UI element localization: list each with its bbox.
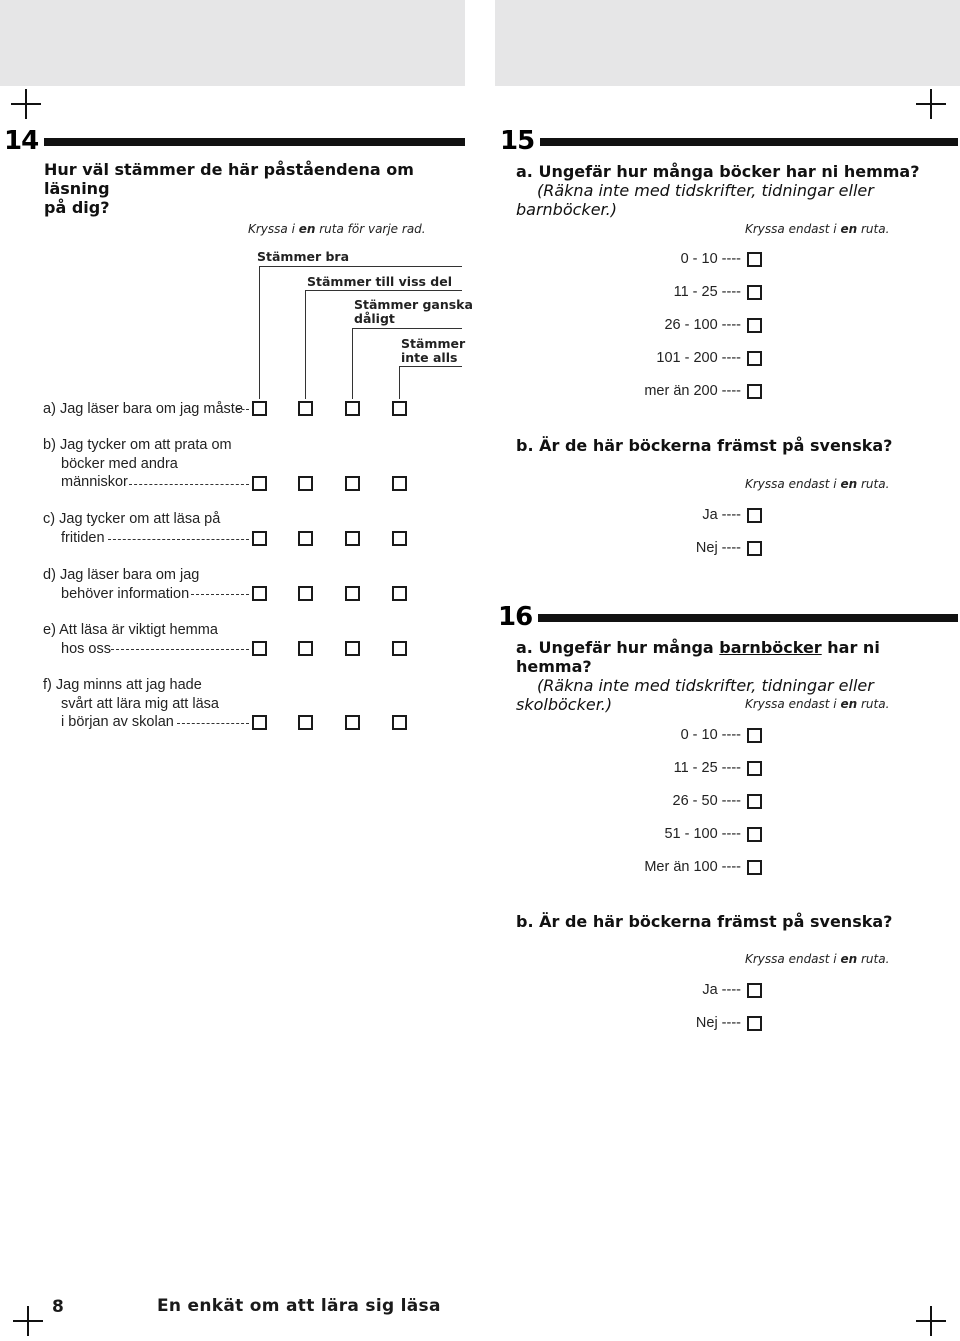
checkbox-d-stammer-bra[interactable] [252, 586, 267, 601]
leader-dashes: ---- [721, 540, 741, 556]
option-16b-ja [702, 982, 762, 998]
instruction-emphasis: en [840, 952, 858, 966]
option-16a-5 [644, 859, 762, 875]
checkbox-d-till-viss-del[interactable] [298, 586, 313, 601]
checkbox-15b-nej[interactable] [747, 541, 762, 556]
row-line: Jag tycker om att prata om [59, 437, 232, 453]
option-label: 11 - 25 [673, 760, 718, 776]
leader-dots [129, 484, 249, 485]
column-header-3-line2: dåligt [354, 311, 395, 326]
row-line: Att läsa är viktigt hemma [59, 622, 218, 638]
leader-dots [111, 649, 249, 650]
leader-dashes: ---- [721, 859, 741, 875]
row-letter: e) [43, 622, 56, 638]
option-label: 51 - 100 [664, 826, 718, 842]
option-label: 0 - 10 [680, 251, 718, 267]
question-16b-title [516, 912, 892, 931]
checkbox-c-inte-alls[interactable] [392, 531, 407, 546]
leader-dashes: ---- [721, 727, 741, 743]
option-15b-ja [702, 507, 762, 523]
question-16-rule [538, 614, 958, 622]
leader-dots [237, 409, 249, 410]
checkbox-15a-mer-an-200[interactable] [747, 384, 762, 399]
option-16a-1 [681, 727, 762, 743]
instruction-text: Kryssa endast i [745, 222, 841, 236]
option-15a-5 [644, 383, 762, 399]
option-label: Nej [695, 1015, 718, 1031]
leader-dots [108, 539, 249, 540]
leader-dashes: ---- [721, 383, 741, 399]
option-15b-nej [696, 540, 762, 556]
question-14-instruction [248, 222, 426, 236]
option-15a-4 [656, 350, 762, 366]
row-line: behöver information [61, 585, 190, 602]
checkbox-16a-51-100[interactable] [747, 827, 762, 842]
checkbox-a-stammer-bra[interactable] [252, 401, 267, 416]
question-14-title-line1: Hur väl stämmer de här påståendena om läsning [44, 160, 414, 198]
row-line: svårt att lära mig att läsa [61, 695, 219, 712]
question-15b-instruction [745, 477, 889, 491]
option-16a-2 [674, 760, 762, 776]
instruction-text-end: ruta. [857, 222, 890, 236]
option-15a-3 [664, 317, 762, 333]
question-15-number: 15 [500, 126, 535, 156]
checkbox-16a-26-50[interactable] [747, 794, 762, 809]
question-16b-instruction [745, 952, 889, 966]
question-16a-instruction [745, 697, 889, 711]
checkbox-a-ganska-daligt[interactable] [345, 401, 360, 416]
page-number: 8 [52, 1297, 64, 1317]
row-line: människor [61, 474, 128, 490]
column-header-3-line1: Stämmer ganska [354, 297, 473, 312]
checkbox-16a-0-10[interactable] [747, 728, 762, 743]
checkbox-15a-11-25[interactable] [747, 285, 762, 300]
leader-dashes: ---- [721, 284, 741, 300]
question-14-title-line2: på dig? [44, 198, 110, 217]
checkbox-a-inte-alls[interactable] [392, 401, 407, 416]
option-label: Ja [702, 507, 718, 523]
instruction-emphasis: en [840, 697, 858, 711]
row-line: Jag minns att jag hade [55, 677, 202, 693]
checkbox-d-ganska-daligt[interactable] [345, 586, 360, 601]
row-line: Jag tycker om att läsa på [59, 511, 221, 527]
row-line: Jag läser bara om jag [59, 567, 200, 583]
question-14-number: 14 [4, 126, 39, 156]
statement-row-e-label [43, 621, 218, 658]
statement-row-a-label [43, 400, 243, 419]
question-16a-title [516, 638, 956, 714]
instruction-emphasis: en [298, 222, 316, 236]
instruction-emphasis: en [840, 222, 858, 236]
row-letter: b) [43, 437, 56, 453]
checkbox-15a-101-200[interactable] [747, 351, 762, 366]
instruction-text-end: ruta. [857, 952, 890, 966]
checkbox-c-ganska-daligt[interactable] [345, 531, 360, 546]
registration-mark-top-left [11, 89, 41, 119]
option-label: 11 - 25 [673, 284, 718, 300]
question-16a-note: (Räkna inte med tidskrifter, tidningar eller skolböcker.) [516, 676, 874, 714]
option-label: Mer än 100 [644, 859, 718, 875]
row-line: böcker med andra [61, 455, 178, 472]
leader-dashes: ---- [721, 793, 741, 809]
leader-dashes: ---- [721, 760, 741, 776]
checkbox-e-till-viss-del[interactable] [298, 641, 313, 656]
question-15b-text: b. Är de här böckerna främst på svenska? [516, 436, 893, 455]
checkbox-f-inte-alls[interactable] [392, 715, 407, 730]
question-15a-title [516, 162, 956, 219]
question-15a-text: a. Ungefär hur många böcker har ni hemma? [516, 162, 920, 181]
checkbox-b-inte-alls[interactable] [392, 476, 407, 491]
instruction-text: Kryssa endast i [745, 477, 841, 491]
leader-dots [191, 594, 249, 595]
leader-dashes: ---- [721, 826, 741, 842]
row-line: hos oss [61, 640, 111, 657]
option-label: 0 - 10 [680, 727, 718, 743]
option-label: Ja [702, 982, 718, 998]
question-16b-text: b. Är de här böckerna främst på svenska? [516, 912, 893, 931]
leader-dashes: ---- [721, 982, 741, 998]
question-16a-underlined: barnböcker [719, 638, 822, 657]
checkbox-16a-11-25[interactable] [747, 761, 762, 776]
option-label: 26 - 50 [672, 793, 718, 809]
leader-dashes: ---- [721, 251, 741, 267]
instruction-text-end: ruta. [857, 697, 890, 711]
column-header-till-viss-del: Stämmer till viss del [307, 274, 453, 289]
option-label: Nej [695, 540, 718, 556]
row-letter: d) [43, 567, 56, 583]
question-15a-instruction [745, 222, 889, 236]
leader-dashes: ---- [721, 350, 741, 366]
leader-dashes: ---- [721, 317, 741, 333]
checkbox-15b-ja[interactable] [747, 508, 762, 523]
checkbox-16a-mer-an-100[interactable] [747, 860, 762, 875]
instruction-text-end: ruta för varje rad. [315, 222, 426, 236]
column-header-stammer-bra: Stämmer bra [257, 249, 350, 264]
checkbox-e-stammer-bra[interactable] [252, 641, 267, 656]
question-16a-text: a. Ungefär hur många [516, 638, 720, 657]
row-line: Jag läser bara om jag måste [59, 401, 243, 417]
question-16a-text-end: har ni hemma? [516, 638, 880, 676]
question-16-number: 16 [498, 602, 533, 632]
question-15-rule [540, 138, 958, 146]
option-16a-3 [673, 793, 762, 809]
registration-mark-bottom-left [13, 1306, 43, 1336]
row-letter: c) [43, 511, 56, 527]
row-letter: f) [43, 677, 52, 693]
checkbox-b-stammer-bra[interactable] [252, 476, 267, 491]
checkbox-c-till-viss-del[interactable] [298, 531, 313, 546]
checkbox-16b-nej[interactable] [747, 1016, 762, 1031]
statement-row-c-label [43, 510, 220, 547]
statement-row-d-label [43, 566, 199, 603]
checkbox-15a-0-10[interactable] [747, 252, 762, 267]
leader-dots [177, 723, 249, 724]
option-label: 101 - 200 [656, 350, 718, 366]
checkbox-e-ganska-daligt[interactable] [345, 641, 360, 656]
checkbox-f-ganska-daligt[interactable] [345, 715, 360, 730]
question-15b-title [516, 436, 892, 455]
checkbox-b-ganska-daligt[interactable] [345, 476, 360, 491]
column-header-ganska-daligt [354, 298, 473, 326]
registration-mark-top-right [916, 89, 946, 119]
checkbox-a-till-viss-del[interactable] [298, 401, 313, 416]
checkbox-f-stammer-bra[interactable] [252, 715, 267, 730]
option-16a-4 [664, 826, 762, 842]
leader-dashes: ---- [721, 1015, 741, 1031]
checkbox-f-till-viss-del[interactable] [298, 715, 313, 730]
checkbox-d-inte-alls[interactable] [392, 586, 407, 601]
row-letter: a) [43, 401, 56, 417]
instruction-emphasis: en [840, 477, 858, 491]
question-14-title [44, 160, 464, 217]
option-16b-nej [696, 1015, 762, 1031]
checkbox-b-till-viss-del[interactable] [298, 476, 313, 491]
header-panel-right [495, 0, 960, 86]
column-bracket-4 [399, 366, 462, 399]
footer-title: En enkät om att lära sig läsa [157, 1296, 441, 1316]
column-header-4-line1: Stämmer [401, 336, 466, 351]
checkbox-e-inte-alls[interactable] [392, 641, 407, 656]
option-15a-1 [681, 251, 762, 267]
question-14-rule [44, 138, 465, 146]
registration-mark-bottom-right [916, 1306, 946, 1336]
option-15a-2 [674, 284, 762, 300]
option-label: 26 - 100 [664, 317, 718, 333]
column-header-inte-alls [401, 337, 465, 365]
checkbox-15a-26-100[interactable] [747, 318, 762, 333]
header-panel-left [0, 0, 465, 86]
instruction-text: Kryssa i [248, 222, 299, 236]
column-header-4-line2: inte alls [401, 350, 458, 365]
instruction-text-end: ruta. [857, 477, 890, 491]
question-15a-note: (Räkna inte med tidskrifter, tidningar eller barnböcker.) [516, 181, 874, 219]
instruction-text: Kryssa endast i [745, 697, 841, 711]
leader-dashes: ---- [721, 507, 741, 523]
option-label: mer än 200 [644, 383, 718, 399]
checkbox-16b-ja[interactable] [747, 983, 762, 998]
row-line: fritiden [61, 529, 105, 546]
row-line: i början av skolan [61, 714, 174, 730]
instruction-text: Kryssa endast i [745, 952, 841, 966]
checkbox-c-stammer-bra[interactable] [252, 531, 267, 546]
